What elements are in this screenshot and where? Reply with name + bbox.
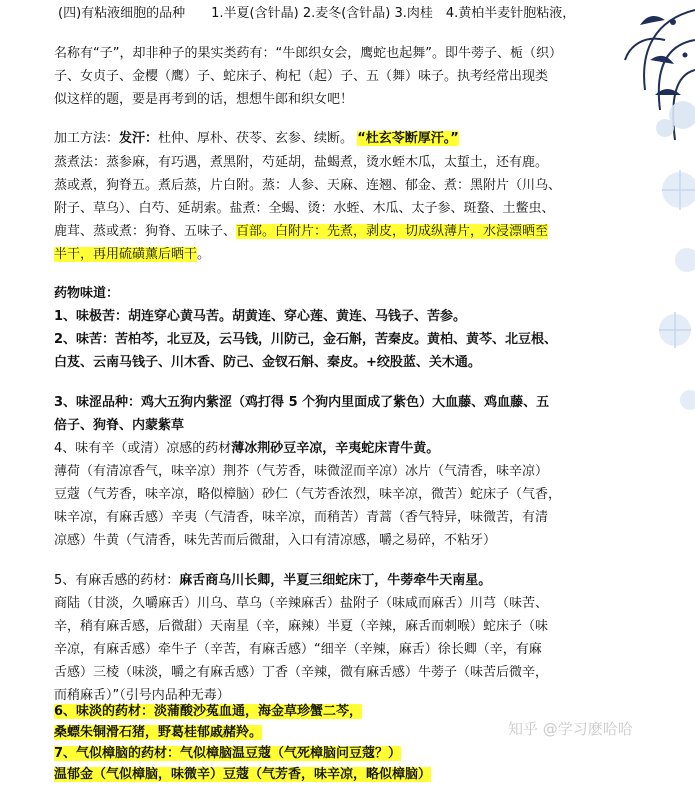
taste-numbing-line-3: 辛凉，有麻舌感）牵牛子（辛苦，有麻舌感）“细辛（辛辣，麻舌）徐长卿（辛，有麻 (54, 642, 542, 657)
taste-astringent-line-2: 倍子、狗脊、内蒙紫草 (54, 418, 185, 433)
baibu-baifupian-highlight: 百部。白附片：先煮，剥皮，切成纵薄片，水浸漂晒至 (236, 224, 549, 239)
sweating-mnemonic: “杜玄苓断厚汗。” (357, 131, 459, 146)
taste-camphor-line-1 (54, 743, 401, 765)
taste-cool-line-2: 豆蔻（气芳香，味辛凉，略似樟脑）砂仁（气芳香浓烈，味辛凉，微苦）蛇床子（气香， (54, 487, 562, 502)
processing-line-4: 附子、草乌）、白芍、延胡索。盐煮：全蝎、烫：水蛭、木瓜、太子参、斑蝥、土鳖虫、 (54, 201, 555, 216)
taste-cool-line-1: 薄荷（有清凉香气，味辛凉）荆芥（气芳香，味微涩而辛凉）冰片（气清香，味辛凉） (54, 464, 549, 479)
taste-numbing-heading (54, 570, 491, 592)
sweating-label: 发汗： (119, 131, 159, 146)
taste-cool-mnemonic: 薄冰荆砂豆辛凉，辛夷蛇床青牛黄。 (231, 441, 440, 456)
taste-astringent-line-1: 3、味涩品种：鸡大五狗内紫涩（鸡打得 5 个狗内里面成了紫色）大血藤、鸡血藤、五 (54, 395, 550, 410)
taste-numbing-line-2: 辛，稍有麻舌感，后微甜）天南星（辛，麻辣）半夏（辛辣，麻舌而刺喉）蛇床子（味 (54, 619, 549, 634)
taste-bland-highlight-1: 6、味淡的药材：淡蒲酸沙菟血通，海金草珍蟹二芩， (54, 704, 363, 719)
taste-numbing-line-4: 舌感）三棱（味淡，嚼之有麻舌感）丁香（辛辣，微有麻舌感）牛蒡子（味苦后微辛， (54, 665, 549, 680)
taste-cool-line-3: 味辛凉，有麻舌感）辛夷（气清香，味辛凉，而稍苦）青蒿（香气特异，味微苦，有清 (54, 510, 549, 525)
taste-numbing-line-5: 而稍麻舌）”（引号内品种无毒） (54, 688, 230, 703)
taste-bitter-line-1: 2、味苦：苦柏芩，北豆及，云马钱，川防己，金石斛，苦秦皮。黄柏、黄芩、北豆根、 (54, 332, 558, 347)
taste-cool-label: 4、味有辛（或清）凉感的药材 (54, 441, 232, 456)
processing-line-3: 蒸或煮，狗脊五。煮后蒸，片白附。蒸：人参、天麻、连翘、郁金、煮：黑附片（川乌、 (54, 178, 562, 193)
taste-bland-line-1 (54, 701, 362, 723)
taste-numbing-label: 5、有麻舌感的药材： (54, 573, 180, 588)
taste-bland-highlight-2: 桑螵朱铜滑石猪，野葛桂郁戚赭羚。 (54, 725, 263, 740)
taste-very-bitter: 1、味极苦：胡连穿心黄马苦。胡黄连、穿心莲、黄连、马钱子、苦参。 (54, 309, 467, 324)
processing-line-5-text: 鹿茸、蒸或煮：狗脊、五味子、 (54, 224, 237, 239)
mucilage-cell-heading: (四)有粘液细胞的品种 1.半夏(含针晶) 2.麦冬(含针晶) 3.肉桂 4.黄柏半麦针胞粘液， (58, 6, 576, 21)
processing-line-5 (54, 221, 548, 243)
taste-camphor-line-2 (54, 764, 431, 786)
fruit-zi-line-3: 似这样的题，要是再考到的话，想想牛郎和织女吧！ (54, 92, 354, 107)
taste-title: 药物味道： (54, 286, 120, 301)
taste-numbing-line-1: 商陆（甘淡，久嚼麻舌）川乌、草乌（辛辣麻舌）盐附子（味咸而麻舌）川芎（味苦、 (54, 596, 549, 611)
processing-line-1 (54, 128, 459, 150)
taste-cool-line-4: 凉感）牛黄（气清香，味先苦而后微甜，入口有清凉感，嚼之易碎，不粘牙） (54, 533, 497, 548)
taste-camphor-highlight-1: 7、气似樟脑的药材：气似樟脑温豆蔻（气死樟脑问豆蔻？） (54, 746, 402, 761)
taste-camphor-highlight-2: 温郁金（气似樟脑，味微辛）豆蔻（气芳香，味辛凉，略似樟脑） (54, 767, 432, 782)
sweating-herbs: 杜仲、厚朴、茯苓、玄参、续断。 (158, 131, 354, 146)
fruit-zi-line-2: 子、女贞子、金樱（鹰）子、蛇床子、枸杞（起）子、五（舞）味子。执考经常出现类 (54, 69, 549, 84)
sulfur-fumigation-highlight: 半干，再用硫磺薰后晒干 (54, 247, 198, 262)
taste-bland-line-2 (54, 722, 262, 744)
zhihu-watermark: 知乎 @学习麽哈哈 (508, 720, 633, 738)
taste-numbing-mnemonic: 麻舌商乌川长卿，半夏三细蛇床丁，牛蒡牵牛天南星。 (179, 573, 492, 588)
processing-label: 加工方法： (54, 131, 120, 146)
taste-bitter-line-2: 白芨、云南马钱子、川木香、防己、金钗石斛、秦皮。+绞股蓝、关木通。 (54, 355, 481, 370)
processing-line-2: 蒸煮法：蒸参麻，有巧遇，煮黑附，芍延胡，盐蝎煮，烫水蛭木瓜，太蜇土，还有鹿。 (54, 155, 549, 170)
fruit-zi-line-1: 名称有“子”，却非种子的果实类药有：“牛郎织女会，鹰蛇也起舞”。即牛蒡子、栀（织） (54, 46, 562, 61)
processing-line-6-end: 。 (197, 247, 211, 262)
snowflake-decoration-icon (635, 150, 695, 450)
taste-cool-heading (54, 438, 439, 460)
processing-line-6 (54, 244, 210, 266)
